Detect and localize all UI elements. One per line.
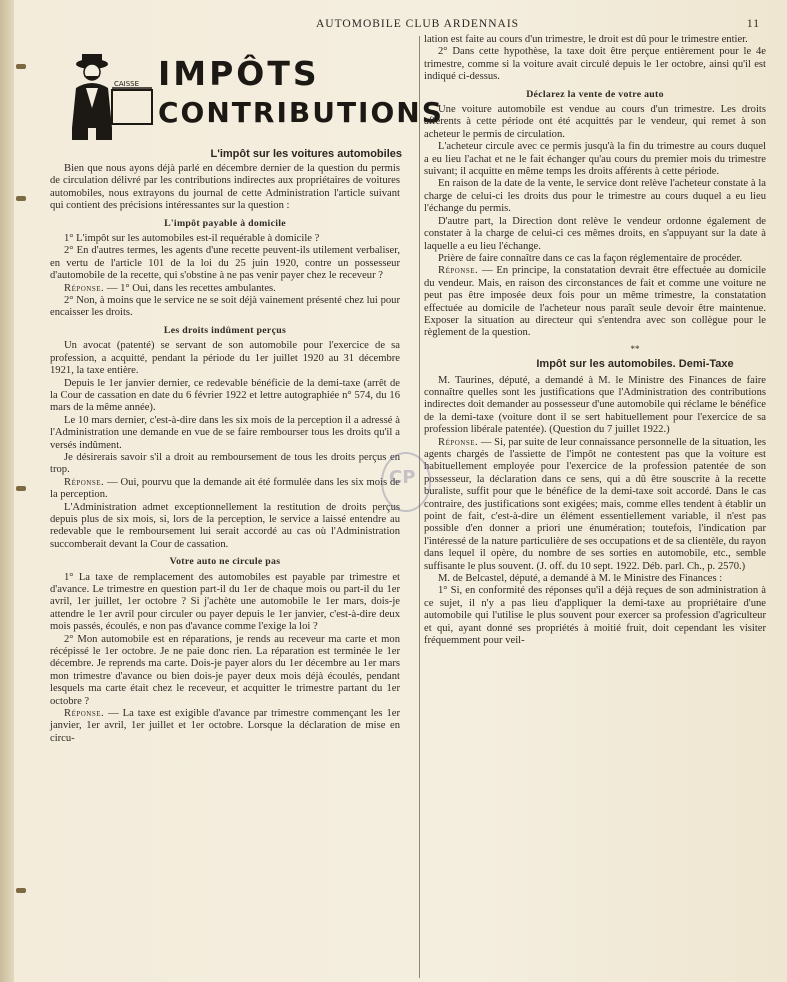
paragraph: Depuis le 1er janvier dernier, ce redevable bénéficie de la demi-taxe (arrêt de la Cour de cassation en date du 6 février 1922 et lettre autographiée n° 574, du 16 mars de la même année). — [50, 377, 400, 414]
paragraph: M. Taurines, député, a demandé à M. le Ministre des Finances de faire connaître quelles sont les justifications que l'Administration des contributions indirectes doit demander au possesseur d'une automobile qui réclame le bénéfice de la demi-taxe (voiture dont il se sert habituellement pour l'exercice de sa profession libérale patentée). (Question du 7 juillet 1922.) — [424, 374, 766, 436]
paragraph: 2° Mon automobile est en réparations, je rends au receveur ma carte et mon récépissé le 1er octobre. Je ne paie donc rien. La réparation est terminée le 1er décembre. Je reprends ma carte. Dois-je payer alors du 1er décembre au 1er mars mon trimestre d'avance ou bien dois-je payer deux mois déjà écoulés, pendant lesquels ma carte était chez le receveur, et acquitter le trimestre partant du 1er octobre ? — [50, 633, 400, 707]
paragraph: En raison de la date de la vente, le service dont relève l'acheteur constate à la charge de celui-ci les droits dus pour le trimestre au cours duquel a eu lieu l'échange du permis. — [424, 178, 766, 215]
page-number: 11 — [746, 18, 760, 30]
reponse-text: — En principe, la constatation devrait être effectuée au domicile du vendeur. Mais, en raison des circonstances de fait et comme une voiture ne peut pas être imposée deux fois pour un même trimestre, la constatation effectuée au domicile de l'acheteur nous paraît seule devoir être maintenue. Exposer la situation au directeur qui s'entendra avec son collègue pour le règlement de la question. — [424, 265, 766, 339]
paragraph: Un avocat (patenté) se servant de son automobile pour l'exercice de sa profession, a acquitté, pendant la période du 1er juillet 1920 au 31 décembre 1921, la taxe entière. — [50, 340, 400, 377]
reponse-paragraph — [50, 283, 400, 295]
reponse-paragraph — [50, 708, 400, 745]
paragraph: M. de Belcastel, député, a demandé à M. le Ministre des Finances : — [438, 573, 723, 585]
paragraph: Je désirerais savoir s'il a droit au remboursement de tous les droits perçus en trop. — [50, 451, 400, 476]
caisse-sign: CAISSE — [114, 80, 140, 88]
section-heading: Déclarez la vente de votre auto — [526, 88, 664, 100]
reponse-label: Réponse. — [64, 708, 105, 720]
tax-collector-illustration-icon — [62, 48, 158, 144]
paragraph: Une voiture automobile est vendue au cours d'un trimestre. Les droits afférents à cette période ont été acquittés par le vendeur, qui remet à son acheteur le permis de circulation. — [424, 104, 766, 140]
margin-ornament — [16, 64, 26, 69]
intro-paragraph: Bien que nous ayons déjà parlé en décembre dernier de la question du permis de circulation délivré par les contributions indirectes aux propriétaires de voitures automobiles, nous extrayons du journal de cette Administration l'article suivant qui contient des précisions intéressantes sur la question : — [50, 163, 400, 212]
paragraph: 2° En d'autres termes, les agents d'une recette peuvent-ils utilement verbaliser, en vertu de l'article 101 de la loi du 25 juin 1920, contre un possesseur d'automobile de la recette, qui s'obstine à ne pas venir payer chez le receveur ? — [50, 245, 400, 282]
reponse-text: — La taxe est exigible d'avance par trimestre commençant les 1er janvier, 1er avril, 1er juillet et 1er octobre. Lorsque la déclaration de mise en circu- — [50, 708, 400, 744]
right-column — [424, 34, 766, 648]
library-stamp-mark: CP — [389, 467, 416, 488]
paragraph: L'Administration admet exceptionnellement la restitution de droits perçus depuis plus de six mois, si, lors de la perception, le service a laissé entendre au redevable que le remboursement lui serait accordé au cas où l'Administration succomberait devant la Cour de cassation. — [50, 501, 400, 550]
reponse-paragraph — [50, 477, 400, 502]
paragraph: 2° Non, à moins que le service ne se soit déjà vainement présenté chez lui pour encaisser les droits. — [50, 295, 400, 319]
reponse-label: Réponse. — [64, 476, 105, 488]
banner-title-impots: IMPÔTS — [158, 54, 320, 93]
section-heading: Les droits indûment perçus — [163, 324, 287, 336]
page-binding-edge — [0, 0, 14, 982]
left-column — [50, 163, 400, 745]
section-heading: Votre auto ne circule pas — [169, 556, 281, 568]
paragraph: 1° L'impôt sur les automobiles est-il requérable à domicile ? — [64, 233, 320, 245]
reponse-label: Réponse. — [438, 265, 479, 277]
impots-banner — [62, 48, 444, 144]
paragraph: D'autre part, la Direction dont relève le vendeur ordonne également de constater à la charge de celui-ci ces mêmes droits, en s'appuyant sur la date à laquelle a eu lieu l'échange. — [424, 215, 766, 252]
right-article-title: Impôt sur les automobiles. Demi-Taxe — [536, 358, 734, 371]
banner-title-contributions: CONTRIBUTIONS — [158, 96, 444, 129]
left-article-title: L'impôt sur les voitures automobiles — [210, 148, 402, 160]
reponse-label: Réponse. — [64, 282, 105, 294]
section-separator: ** — [630, 343, 640, 354]
reponse-paragraph — [424, 265, 766, 339]
reponse-label: Réponse. — [438, 436, 479, 448]
margin-ornament — [16, 486, 26, 491]
running-title: AUTOMOBILE CLUB ARDENNAIS — [316, 18, 520, 30]
reponse-text: — 1° Oui, dans les recettes ambulantes. — [104, 282, 276, 294]
margin-ornament — [16, 196, 26, 201]
paragraph: Prière de faire connaître dans ce cas la façon réglementaire de procéder. — [438, 252, 743, 264]
reponse-text: — Oui, pourvu que la demande ait été formulée dans les six mois de la perception. — [50, 476, 400, 501]
paragraph: Le 10 mars dernier, c'est-à-dire dans les six mois de la perception il a adressé à l'Administration une demande en vue de se faire rembourser tous les droits qu'il a versés indûment. — [50, 414, 400, 451]
reponse-paragraph — [424, 437, 766, 573]
reponse-text: — Si, par suite de leur connaissance personnelle de la situation, les agents chargés de l'assiette de l'impôt ne contestent pas que la voiture est habituellement employée pour l'exercice de la profession patentée de son possesseur, la déclaration dans ce sens, qui a dû être souscrite à la recette buraliste, suffit pour que le bénéfice de la demi-taxe soit accordé. Dans le cas contraire, des justifications sont exigées; mais, comme elles tendent à établir un point de fait, c'est-à-dire un élément essentiellement variable, il n'est pas possible d'en donner a priori une énumération; toutefois, l'indication par l'intéressé de la nature particulière de ses occupations et de sa clientèle, du rayon dans lequel il opère, du nombre de ses sorties en automobile, etc., semble suffisante le plus souvent. (J. off. du 10 sept. 1922. Déb. parl. Ch., p. 2570.) — [424, 436, 766, 572]
margin-ornament — [16, 888, 26, 893]
paragraph: 1° La taxe de remplacement des automobiles est payable par trimestre et d'avance. Le trimestre en question part-il du 1er de chaque mois ou part-il du 1er avril, 1er juillet, 1er octobre ? Si j'achète une automobile le 1er mars, dois-je attendre le 1er avril pour circuler ou payer depuis le 1er janvier, c'est-à-dire deux mois passés, écoulés, e non pas d'avance comme l'exige la loi ? — [50, 571, 400, 633]
section-heading: L'impôt payable à domicile — [164, 217, 286, 229]
paragraph: 2° Dans cette hypothèse, la taxe doit être perçue entièrement pour le 4e trimestre, comme si la voiture avait circulé depuis le 1er octobre, ainsi qu'il est indiqué ci-dessus. — [424, 46, 766, 83]
paragraph: 1° Si, en conformité des réponses qu'il a déjà reçues de son administration à ce sujet, il n'y a pas lieu d'appliquer la demi-taxe au propriétaire d'une automobile qui l'utilise le plus souvent pour exercer sa profession d'agriculteur et qui, ayant donné ses propriétés à moitié fruit, doit cependant les visiter fréquemment pour veil- — [424, 585, 766, 647]
paragraph: L'acheteur circule avec ce permis jusqu'à la fin du trimestre au cours duquel a eu lieu l'achat et ne le fait échanger qu'au cours du premier mois du trimestre suivant; il acquitte en même temps les droits afférents à cette période. — [424, 141, 766, 178]
paragraph: lation est faite au cours d'un trimestre, le droit est dû pour le trimestre entier. — [424, 34, 748, 45]
